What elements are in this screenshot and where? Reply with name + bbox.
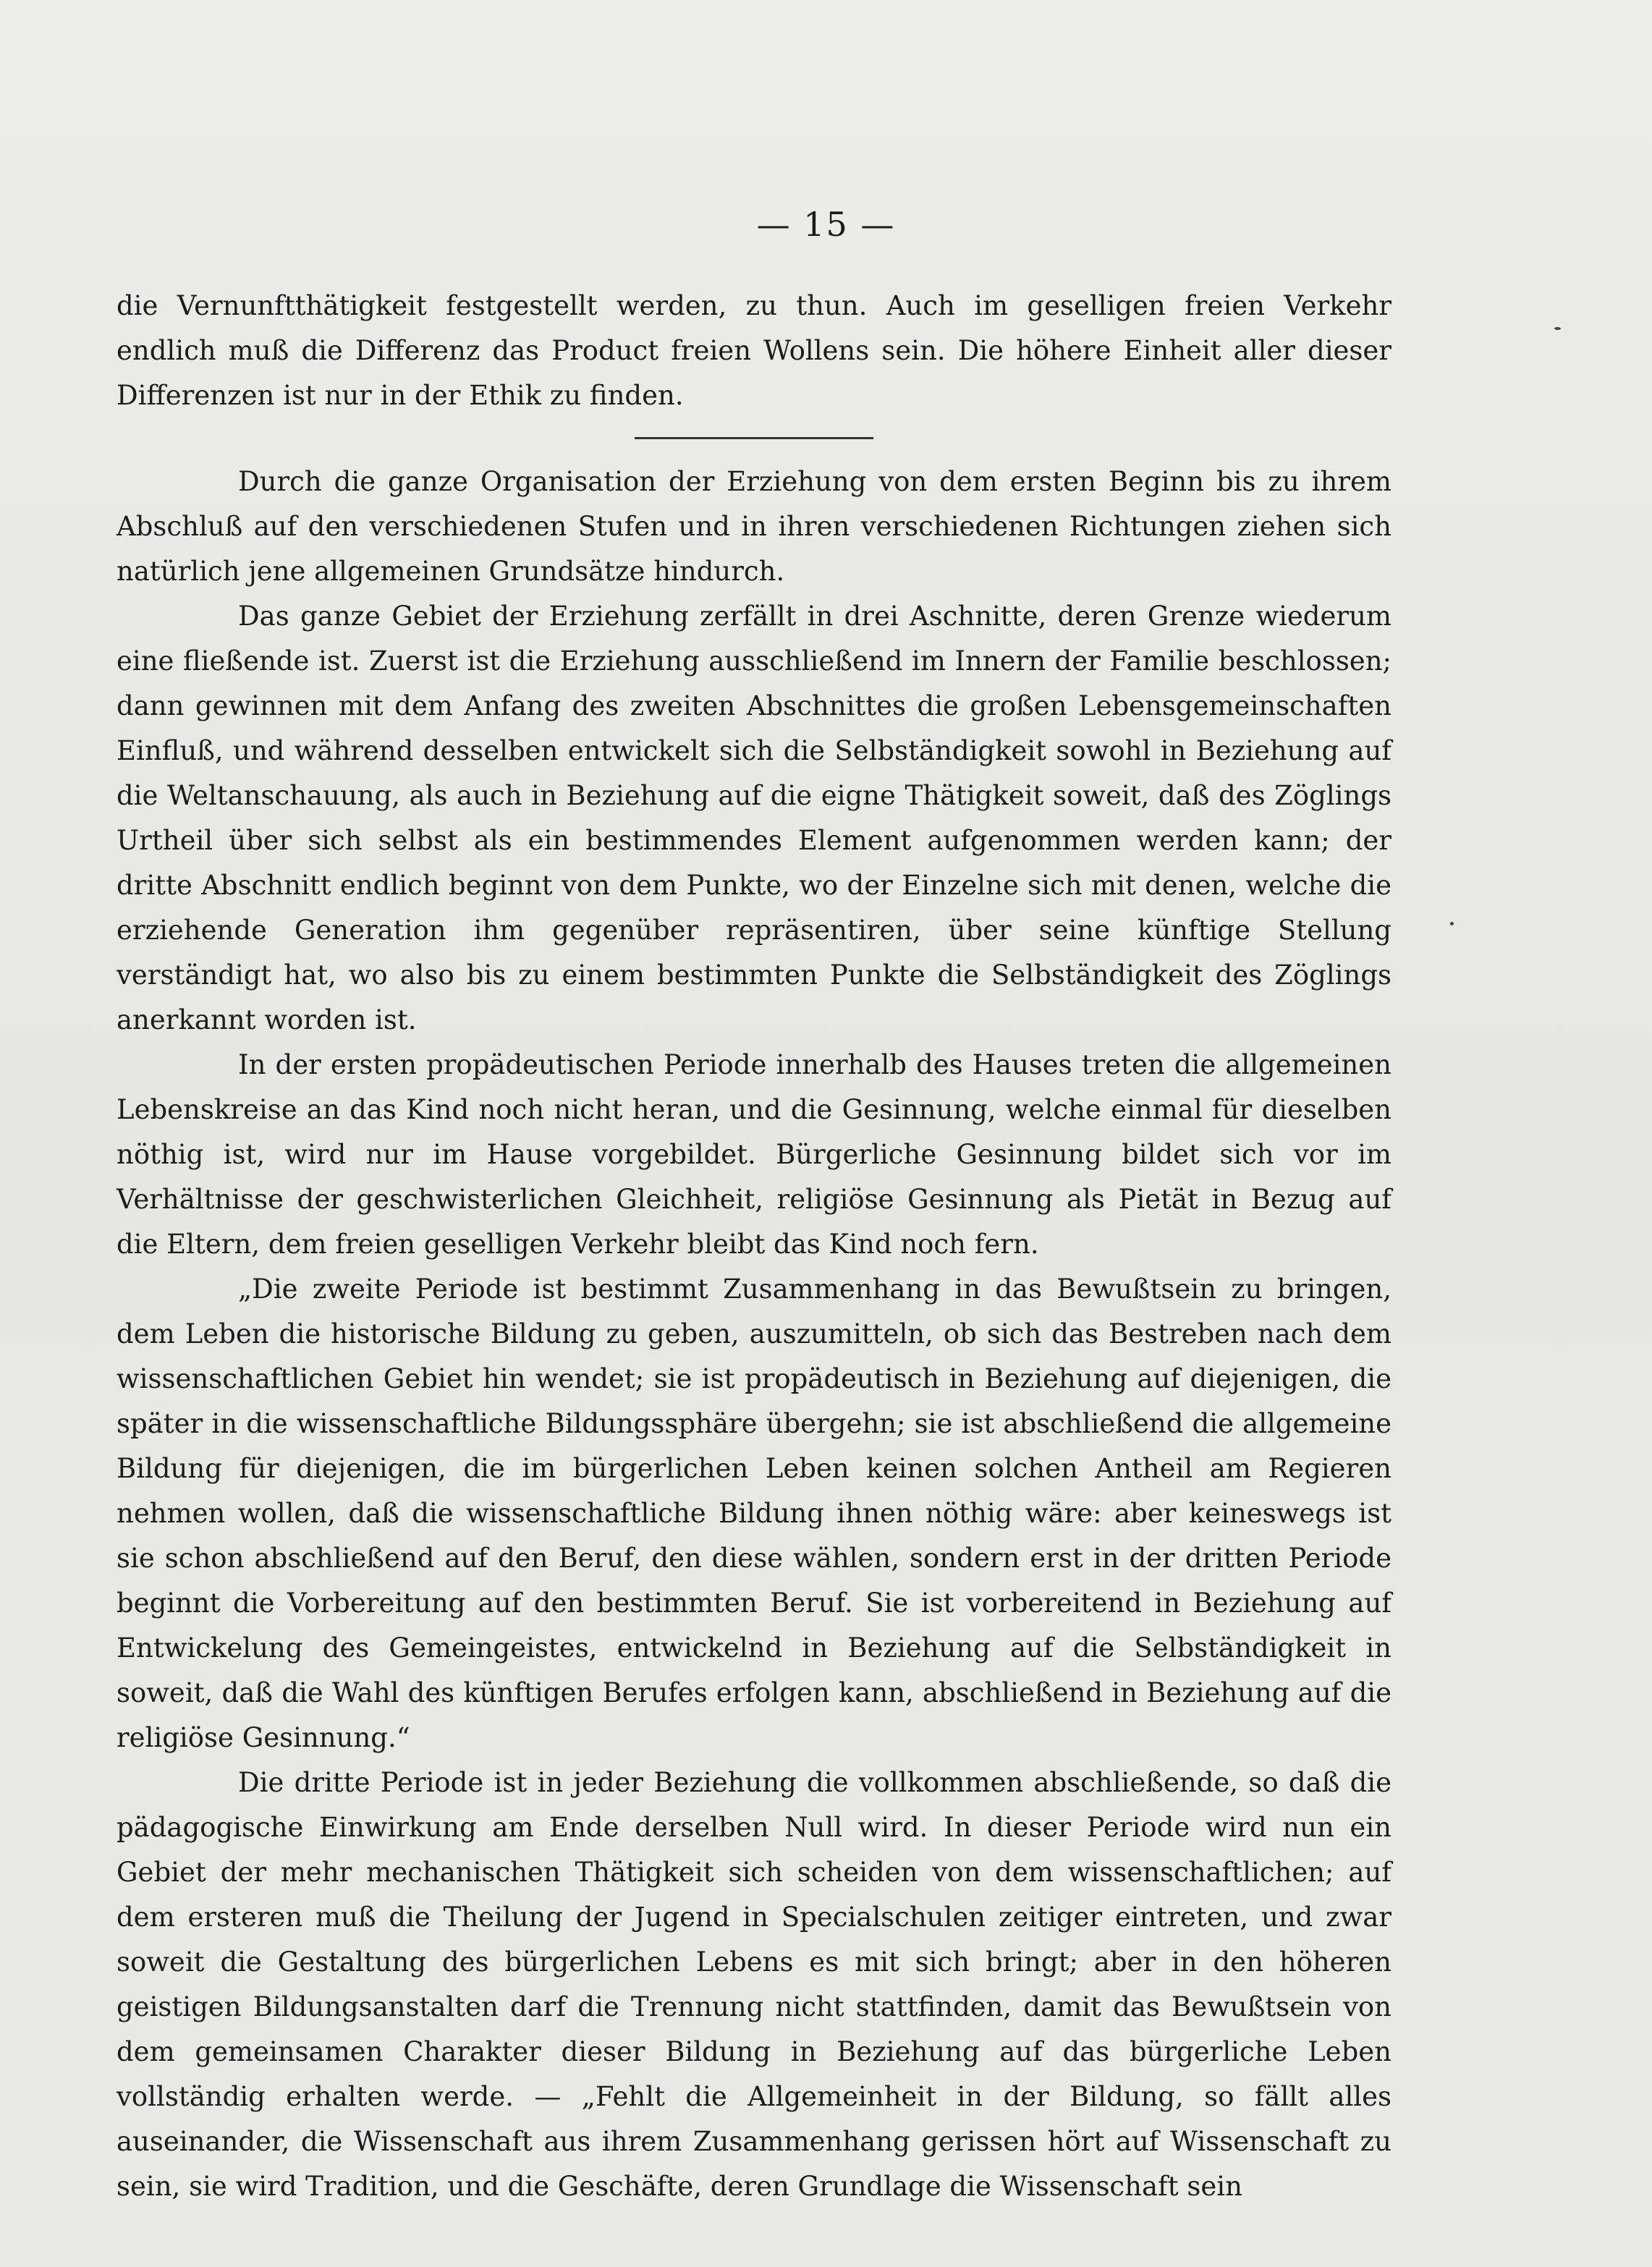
paragraph: In der ersten propädeutischen Periode innerhalb des Hauses treten die allgemeinen Lebenskreise an das Kind noch nicht heran, und die Gesinnung, welche einmal für dieselben nöthig ist, wird nur im Hause vorgebildet. Bürgerliche Gesinnung bildet sich vor im Verhältnisse der geschwisterlichen Gleichheit, religiöse Gesinnung als Pietät in Bezug auf die Eltern, dem freien geselligen Verkehr bleibt das Kind noch fern. [117, 1049, 1392, 1260]
paragraph: Das ganze Gebiet der Erziehung zerfällt in drei Aschnitte, deren Grenze wiederum eine fließende ist. Zuerst ist die Erziehung ausschließend im Innern der Familie beschlossen; dann gewinnen mit dem Anfang des zweiten Abschnittes die großen Lebensgemeinschaften Einfluß, und während desselben entwickelt sich die Selbständigkeit sowohl in Beziehung auf die Weltanschauung, als auch in Beziehung auf die eigne Thätigkeit soweit, daß des Zöglings Urtheil über sich selbst als ein bestimmendes Element aufgenommen werden kann; der dritte Abschnitt endlich beginnt von dem Punkte, wo der Einzelne sich mit denen, welche die erziehende Generation ihm gegenüber repräsentiren, über seine künftige Stellung verständigt hat, wo also bis zu einem bestimmten Punkte die Selbständigkeit des Zöglings anerkannt worden ist. [117, 601, 1392, 1035]
paragraph-continuation: die Vernunftthätigkeit festgestellt werden, zu thun. Auch im geselligen freien Verkehr endlich muß die Differenz das Product freien Wollens sein. Die höhere Einheit aller dieser Differenzen ist nur in der Ethik zu finden. [117, 290, 1392, 411]
paper-speck [1450, 922, 1454, 925]
page-number: — 15 — [756, 205, 896, 244]
paragraph: Die dritte Periode ist in jeder Beziehung die vollkommen abschließende, so daß die pädagogische Einwirkung am Ende derselben Null wird. In dieser Periode wird nun ein Gebiet der mehr mechanischen Thätigkeit sich scheiden von dem wissenschaftlichen; auf dem ersteren muß die Theilung der Jugend in Specialschulen zeitiger eintreten, und zwar soweit die Gestaltung des bürgerlichen Lebens es mit sich bringt; aber in den höheren geistigen Bildungsanstalten darf die Trennung nicht stattfinden, damit das Bewußtsein von dem gemeinsamen Charakter dieser Bildung in Beziehung auf das bürgerliche Leben vollständig erhalten werde. — „Fehlt die Allgemeinheit in der Bildung, so fällt alles auseinander, die Wissenschaft aus ihrem Zusammenhang gerissen hört auf Wissenschaft zu sein, sie wird Tradition, und die Geschäfte, deren Grundlage die Wissenschaft sein [117, 1767, 1392, 2202]
body-text [117, 284, 1392, 2209]
paper-speck [1554, 327, 1561, 330]
section-divider [635, 437, 873, 439]
paragraph-quotation: „Die zweite Periode ist bestimmt Zusammenhang in das Bewußtsein zu bringen, dem Leben die historische Bildung zu geben, auszumitteln, ob sich das Bestreben nach dem wissenschaftlichen Gebiet hin wendet; sie ist propädeutisch in Beziehung auf diejenigen, die später in die wissenschaftliche Bildungssphäre übergehn; sie ist abschließend die allgemeine Bildung für diejenigen, die im bürgerlichen Leben keinen solchen Antheil am Regieren nehmen wollen, daß die wissenschaftliche Bildung ihnen nöthig wäre: aber keineswegs ist sie schon abschließend auf den Beruf, den diese wählen, sondern erst in der dritten Periode beginnt die Vorbereitung auf den bestimmten Beruf. Sie ist vorbereitend in Beziehung auf Entwickelung des Gemeingeistes, entwickelnd in Beziehung auf die Selbständigkeit in soweit, daß die Wahl des künftigen Berufes erfolgen kann, abschließend in Beziehung auf die religiöse Gesinnung.“ [117, 1274, 1392, 1753]
paragraph: Durch die ganze Organisation der Erziehung von dem ersten Beginn bis zu ihrem Abschluß auf den verschiedenen Stufen und in ihren verschiedenen Richtungen ziehen sich natürlich jene allgemeinen Grundsätze hindurch. [117, 466, 1392, 587]
